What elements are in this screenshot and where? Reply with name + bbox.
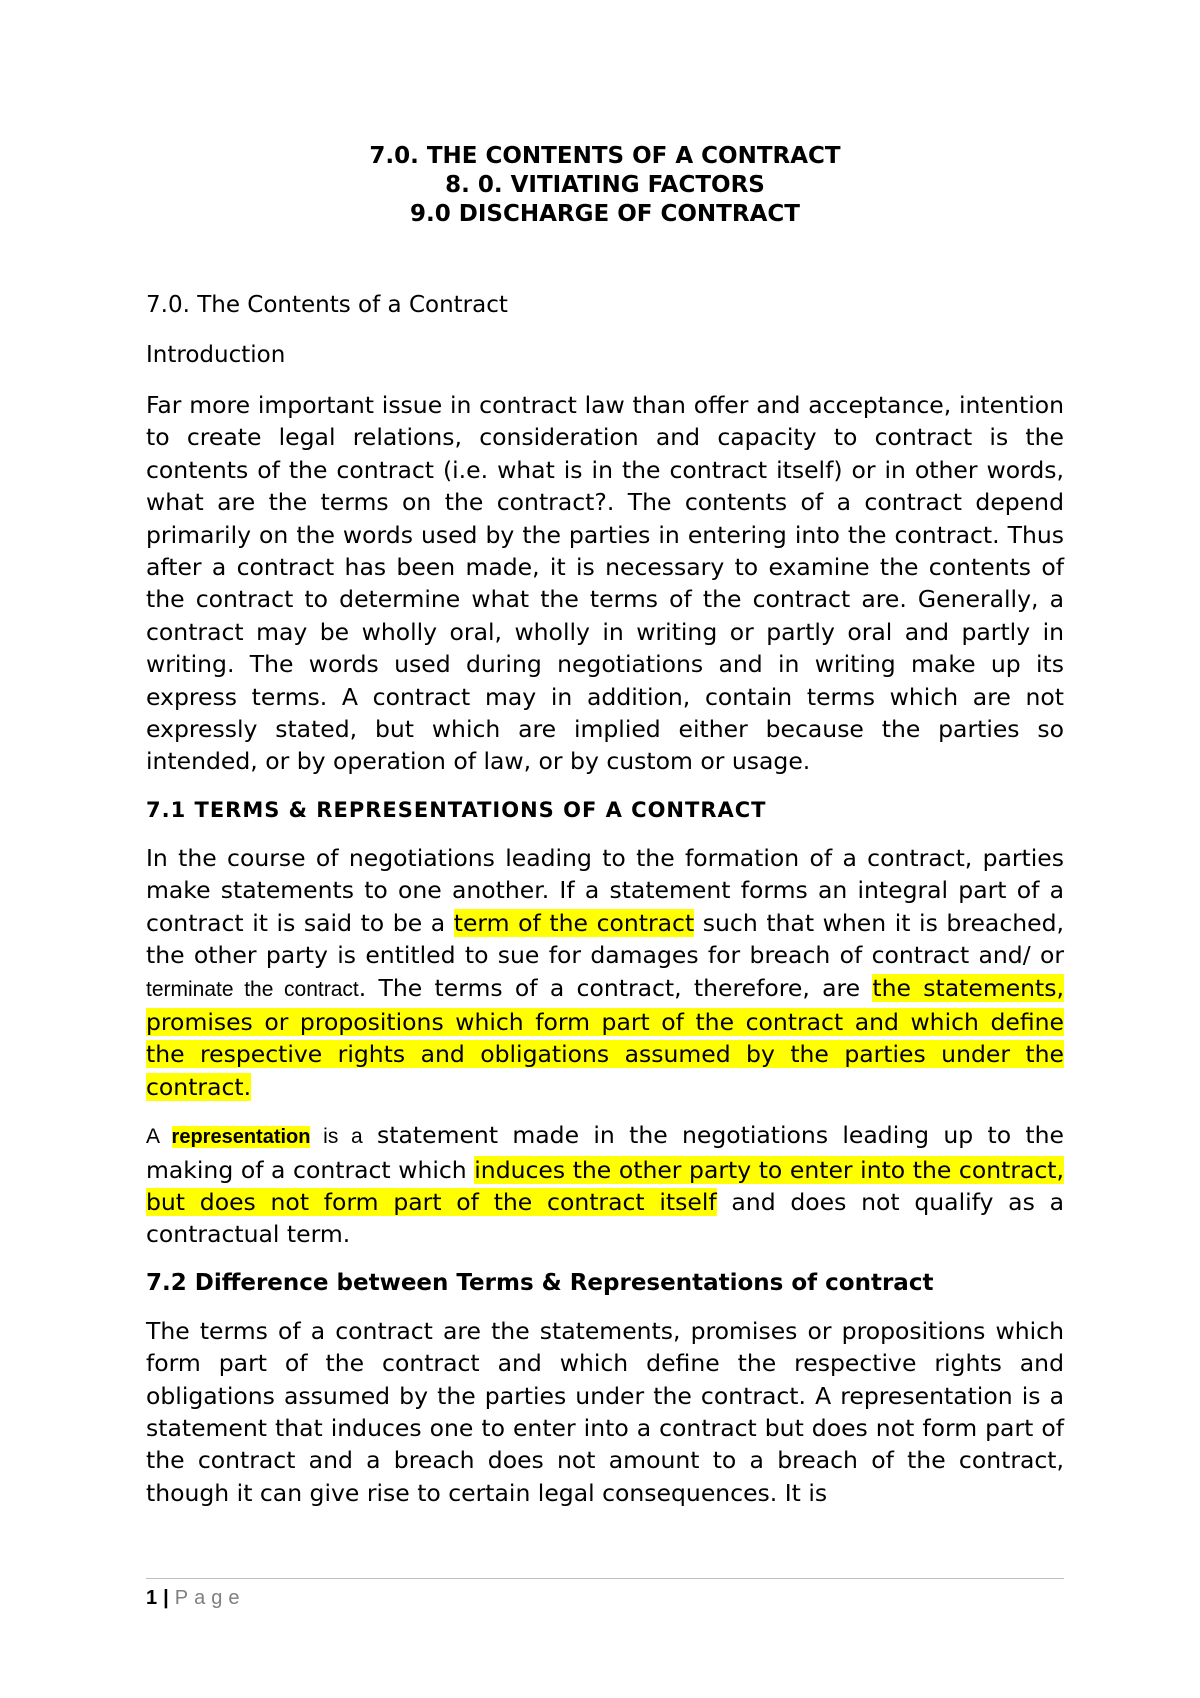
rep-text-2: and does not qualify as a contractual term. <box>146 1187 1064 1249</box>
rep-text-1: statement made in the negotiations leading up to the making of a contract which <box>146 1121 1064 1184</box>
page-number: 1 <box>146 1587 158 1609</box>
highlight-term-of-contract: term of the contract <box>453 908 695 937</box>
footer-separator: | <box>163 1587 169 1609</box>
highlight-terms-definition: the statements, promises or propositions which form part of the contract and which define the respective rights and obligations assumed by the parties under the contract. <box>146 973 1064 1101</box>
heading-7-2: 7.2 Difference between Terms & Representations of contract <box>146 1269 934 1296</box>
document-titles <box>146 142 1064 229</box>
title-line-1: 7.0. THE CONTENTS OF A CONTRACT <box>369 143 841 169</box>
terms-text-1: In the course of negotiations leading to the formation of a contract, parties make statements to one another. If a statement forms an integral part of a contract it is said to be a <box>146 843 1064 937</box>
terms-text-2: such that when it is breached, the other party is entitled to sue for damages for breach of contract and/ or <box>146 908 1064 970</box>
footer-divider <box>146 1578 1064 1579</box>
terms-paragraph <box>146 842 1064 1103</box>
highlight-induces: induces the other party to enter into the contract, but does not form part of the contract itself <box>146 1155 1064 1216</box>
intro-paragraph: Far more important issue in contract law than offer and acceptance, intention to create legal relations, consideration and capacity to contract is the contents of the contract (i.e. what is in the contract itself) or in other words, what are the terms on the contract?. The contents of a contract depend primarily on the words used by the parties in entering into the contract. Thus after a contract has been made, it is necessary to examine the contents of the contract to determine what the terms of the contract are. Generally, a contract may be wholly oral, wholly in writing or partly oral and partly in writing. The words used during negotiations and in writing make up its express terms. A contract may in addition, contain terms which are not expressly stated, but which are implied either because the parties so intended, or by operation of law, or by custom or usage. <box>146 391 1064 776</box>
terms-terminate-text: terminate the contract <box>146 977 359 1001</box>
representation-paragraph <box>146 1119 1064 1251</box>
highlight-representation: representation <box>171 1126 311 1149</box>
heading-7-1: 7.1 TERMS & REPRESENTATIONS OF A CONTRACT <box>146 797 767 822</box>
page-footer <box>146 1586 245 1610</box>
title-line-3: 9.0 DISCHARGE OF CONTRACT <box>410 201 800 227</box>
title-line-2: 8. 0. VITIATING FACTORS <box>445 172 765 198</box>
intro-label: Introduction <box>146 342 286 368</box>
difference-paragraph: The terms of a contract are the statements, promises or propositions which form part of the contract and which define the respective rights and obligations assumed by the parties under the contract. A representation is a statement that induces one to enter into a contract but does not form part of the contract and a breach does not amount to a breach of the contract, though it can give rise to certain legal consequences. It is <box>146 1316 1064 1507</box>
page-label: Page <box>174 1587 246 1609</box>
rep-article: A <box>146 1125 172 1149</box>
section-title: 7.0. The Contents of a Contract <box>146 292 508 318</box>
rep-is-a: is a <box>310 1125 363 1149</box>
terms-text-3: . The terms of a contract, therefore, are <box>358 973 873 1002</box>
page-content <box>146 142 1064 1509</box>
